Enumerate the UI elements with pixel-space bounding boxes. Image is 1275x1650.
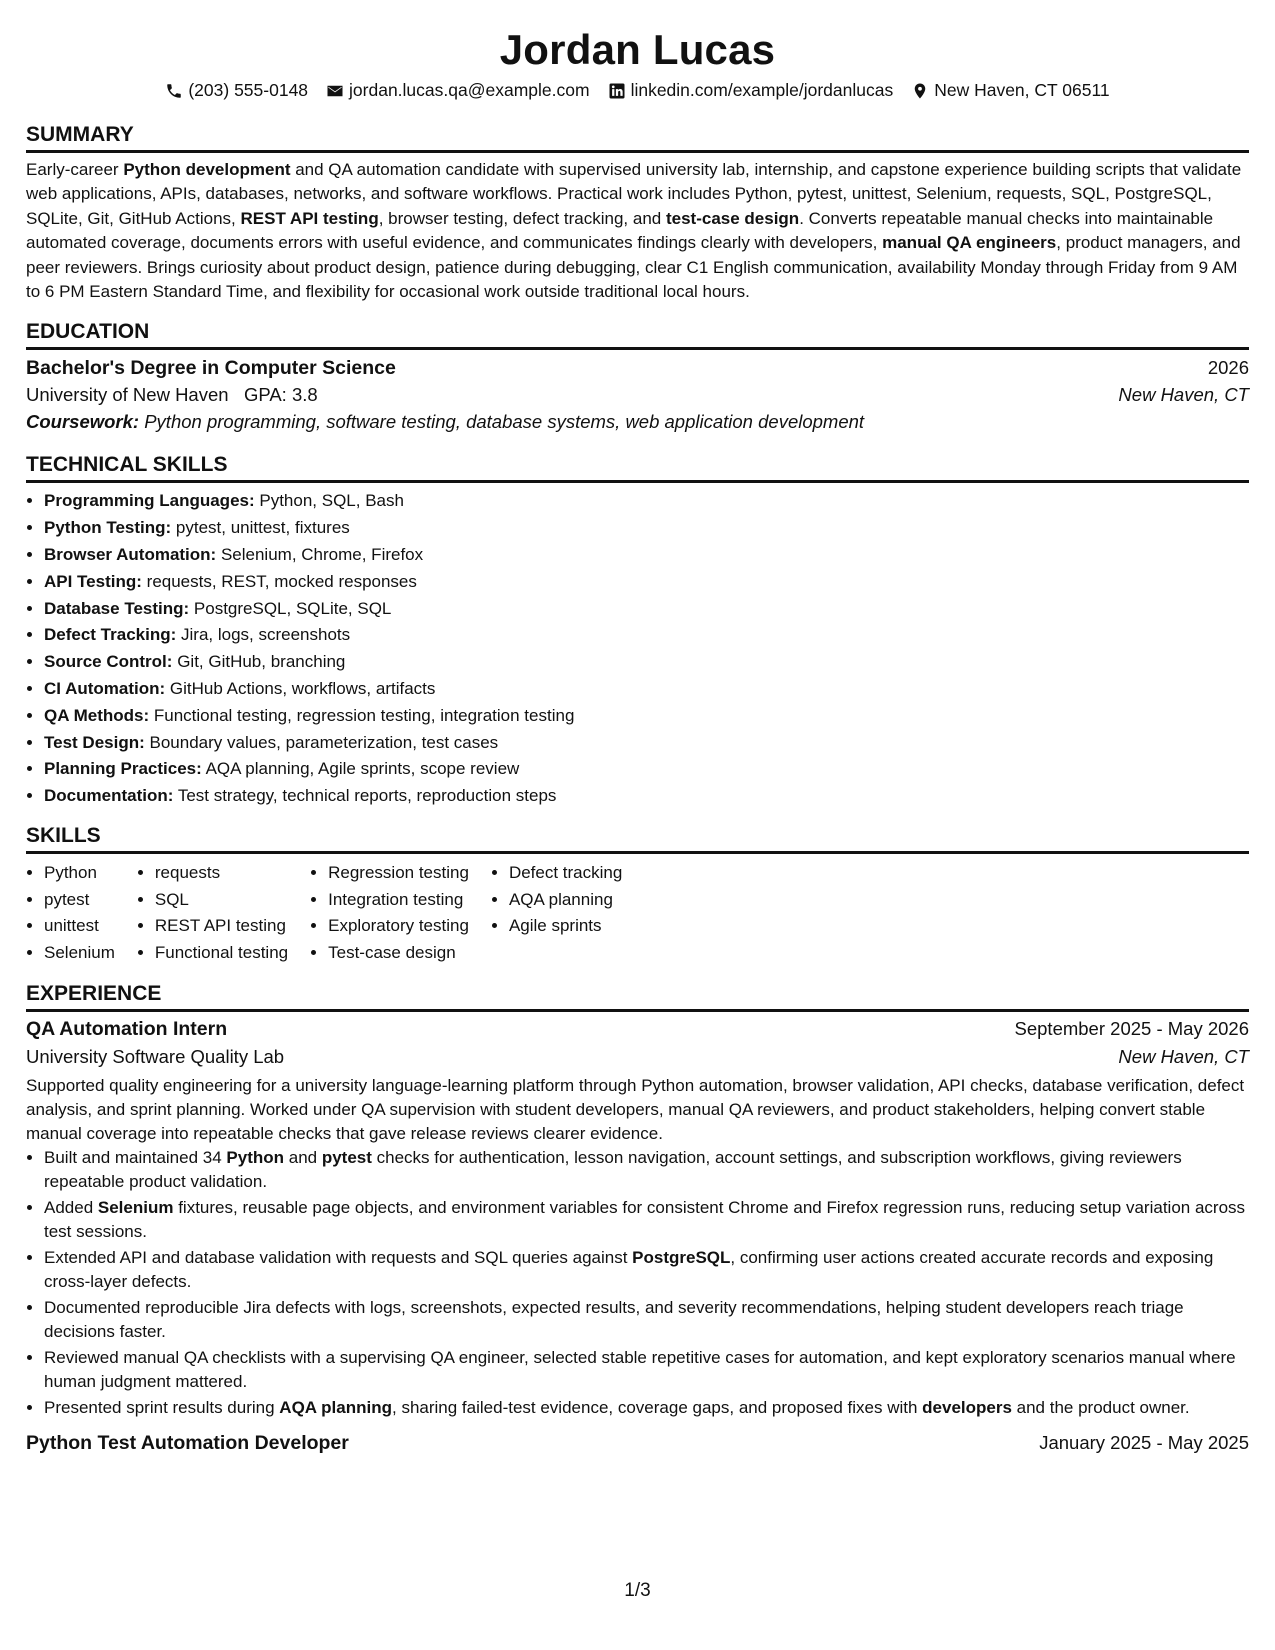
skill-value: Git, GitHub, branching bbox=[177, 652, 346, 672]
list-item: • Agile sprints bbox=[509, 913, 622, 940]
phone-text: (203) 555-0148 bbox=[188, 80, 309, 100]
resume-page bbox=[26, 18, 1249, 1465]
list-item: • pytest bbox=[44, 887, 115, 914]
job-title: Python Test Automation Developer bbox=[26, 1432, 349, 1455]
summary-seg-bold: Python development bbox=[123, 160, 291, 179]
list-item bbox=[44, 1146, 1249, 1194]
contact-bar bbox=[26, 80, 1249, 101]
technical-skills-list bbox=[26, 488, 1249, 810]
section-title-education: EDUCATION bbox=[26, 320, 1249, 350]
skill-label: Planning Practices: bbox=[44, 759, 202, 779]
section-title-summary: SUMMARY bbox=[26, 123, 1249, 153]
skill-label: Source Control: bbox=[44, 652, 173, 672]
job-bullets bbox=[26, 1146, 1249, 1420]
skill-value: AQA planning, Agile sprints, scope review bbox=[205, 759, 520, 779]
bullet-seg: Built and maintained 34 bbox=[44, 1148, 227, 1168]
list-item bbox=[44, 488, 1249, 515]
coursework-label: Coursework: bbox=[26, 411, 140, 433]
bullet-seg-bold: PostgreSQL bbox=[632, 1248, 731, 1268]
bullet-seg: fixtures, reusable page objects, and environment variables for consistent Chrome and Firefox regression runs, reducing setup variation across test sessions. bbox=[44, 1198, 1246, 1242]
education-section bbox=[26, 320, 1249, 433]
bullet-seg-bold: Python bbox=[226, 1148, 285, 1168]
contact-phone[interactable] bbox=[165, 80, 308, 101]
skill-value: pytest, unittest, fixtures bbox=[175, 518, 350, 538]
list-item bbox=[44, 676, 1249, 703]
school-location: New Haven, CT bbox=[1118, 384, 1249, 406]
job-dates: January 2025 - May 2025 bbox=[1039, 1432, 1249, 1454]
list-item: • AQA planning bbox=[509, 887, 622, 914]
list-item bbox=[44, 542, 1249, 569]
list-item: • Exploratory testing bbox=[328, 913, 469, 940]
school-name: University of New Haven bbox=[26, 384, 229, 406]
list-item bbox=[44, 649, 1249, 676]
summary-seg-bold: test-case design bbox=[665, 208, 800, 228]
list-item: • SQL bbox=[155, 887, 288, 914]
skill-value: Functional testing, regression testing, integration testing bbox=[153, 705, 575, 725]
contact-email[interactable] bbox=[326, 80, 590, 101]
summary-seg-bold: manual QA engineers bbox=[882, 233, 1057, 253]
skills-column bbox=[491, 860, 622, 966]
list-item bbox=[44, 1296, 1249, 1344]
list-item: • requests bbox=[155, 860, 288, 887]
job-location: New Haven, CT bbox=[1118, 1046, 1249, 1068]
bullet-seg: checks for authentication, lesson navigation, account settings, and subscription workflows, giving reviewers repeatable product validation. bbox=[44, 1148, 1182, 1192]
linkedin-icon bbox=[608, 82, 626, 100]
skill-label: API Testing: bbox=[44, 571, 142, 591]
list-item bbox=[44, 1346, 1249, 1394]
skills-column bbox=[137, 860, 288, 966]
summary-seg: , browser testing, defect tracking, and bbox=[378, 208, 666, 228]
job-sub-row bbox=[26, 1046, 1249, 1068]
bullet-seg: and the product owner. bbox=[1011, 1398, 1190, 1418]
list-item bbox=[44, 515, 1249, 542]
skill-label: Documentation: bbox=[44, 786, 174, 806]
skill-value: Selenium, Chrome, Firefox bbox=[220, 545, 424, 565]
list-item bbox=[44, 569, 1249, 596]
skill-label: QA Methods: bbox=[44, 705, 150, 725]
coursework-text: Python programming, software testing, database systems, web application development bbox=[144, 411, 865, 433]
email-text: jordan.lucas.qa@example.com bbox=[349, 80, 590, 100]
education-sub-row bbox=[26, 384, 1249, 406]
list-item: • Test-case design bbox=[328, 940, 469, 967]
skill-value: PostgreSQL, SQLite, SQL bbox=[193, 598, 392, 618]
list-item: • unittest bbox=[44, 913, 115, 940]
bullet-seg-bold: Selenium bbox=[97, 1198, 174, 1218]
list-item bbox=[44, 596, 1249, 623]
graduation-year: 2026 bbox=[1207, 357, 1249, 379]
section-title-experience: EXPERIENCE bbox=[26, 982, 1249, 1012]
bullet-seg-bold: pytest bbox=[321, 1148, 372, 1168]
location-text: New Haven, CT 06511 bbox=[934, 80, 1110, 100]
skill-label: Defect Tracking: bbox=[44, 625, 177, 645]
job-header-row bbox=[26, 1432, 1249, 1455]
section-title-skills: SKILLS bbox=[26, 824, 1249, 854]
list-item: • Integration testing bbox=[328, 887, 469, 914]
coursework-line bbox=[26, 411, 1249, 433]
section-title-technical-skills: TECHNICAL SKILLS bbox=[26, 453, 1249, 483]
skill-label: CI Automation: bbox=[44, 679, 166, 699]
experience-section bbox=[26, 982, 1249, 1455]
gpa: GPA: 3.8 bbox=[243, 384, 318, 406]
list-item: • Functional testing bbox=[155, 940, 288, 967]
summary-seg: . Converts repeatable manual checks into maintainable automated coverage, documents errors with useful evidence, and communicates findings clearly with developers, bbox=[26, 208, 1214, 253]
list-item bbox=[44, 622, 1249, 649]
skill-label: Programming Languages: bbox=[44, 491, 255, 511]
skills-grid bbox=[26, 860, 1249, 966]
skill-value: Test strategy, technical reports, reproduction steps bbox=[177, 786, 557, 806]
bullet-seg-bold: AQA planning bbox=[279, 1398, 392, 1418]
job-org: University Software Quality Lab bbox=[26, 1046, 285, 1068]
list-item bbox=[44, 703, 1249, 730]
summary-seg: , product managers, and peer reviewers. Brings curiosity about product design, patience during debugging, clear C1 English communication, availability Monday through Friday from 9 AM to 6 PM Eastern Standard Time, and flexibility for occasional work outside traditional local hours. bbox=[26, 233, 1241, 302]
summary-section bbox=[26, 123, 1249, 304]
technical-skills-section bbox=[26, 453, 1249, 810]
bullet-seg: Documented reproducible Jira defects with logs, screenshots, expected results, and severity recommendations, helping student developers reach triage decisions faster. bbox=[44, 1298, 1184, 1342]
bullet-seg: Added bbox=[44, 1198, 98, 1218]
envelope-icon bbox=[326, 82, 344, 100]
bullet-seg: and bbox=[284, 1148, 322, 1168]
job-dates: September 2025 - May 2026 bbox=[1014, 1018, 1249, 1040]
contact-linkedin[interactable] bbox=[608, 80, 894, 101]
skill-value: requests, REST, mocked responses bbox=[146, 571, 417, 591]
bullet-seg: Extended API and database validation with requests and SQL queries against bbox=[44, 1248, 633, 1268]
list-item: • REST API testing bbox=[155, 913, 288, 940]
job-title: QA Automation Intern bbox=[26, 1018, 228, 1041]
skill-value: Python, SQL, Bash bbox=[259, 491, 404, 511]
school-line bbox=[26, 384, 318, 406]
bullet-seg: Presented sprint results during bbox=[44, 1398, 280, 1418]
contact-location bbox=[911, 80, 1109, 101]
page-number: 1/3 bbox=[624, 1580, 651, 1601]
summary-seg: and QA automation candidate with supervised university lab, internship, and capstone experience building scripts that validate web applications, APIs, databases, networks, and software workflows. Practical work includes Python, pytest, unittest, Selenium, requests, SQL, PostgreSQL, SQLite, Git, GitHub Actions, bbox=[26, 160, 1242, 228]
degree-title: Bachelor's Degree in Computer Science bbox=[26, 357, 396, 380]
candidate-name: Jordan Lucas bbox=[499, 26, 776, 73]
list-item bbox=[44, 1396, 1249, 1420]
summary-seg-bold: REST API testing bbox=[240, 208, 379, 228]
bullet-seg: , confirming user actions created accurate records and exposing cross-layer defects. bbox=[44, 1248, 1214, 1292]
bullet-seg: Reviewed manual QA checklists with a supervising QA engineer, selected stable repetitive cases for automation, and kept exploratory scenarios manual where human judgment mattered. bbox=[44, 1348, 1236, 1392]
list-item bbox=[44, 1196, 1249, 1244]
skills-column bbox=[310, 860, 469, 966]
list-item bbox=[44, 730, 1249, 757]
skill-label: Test Design: bbox=[44, 732, 145, 752]
skill-value: Boundary values, parameterization, test cases bbox=[149, 732, 499, 752]
list-item bbox=[44, 756, 1249, 783]
skill-label: Python Testing: bbox=[44, 518, 172, 538]
job-summary: Supported quality engineering for a university language-learning platform through Python automation, browser validation, API checks, database verification, defect analysis, and sprint planning. Worked under QA supervision with student developers, manual QA reviewers, and product stakeholders, helping convert stable manual coverage into repeatable checks that gave release reviews clearer evidence. bbox=[26, 1076, 1245, 1143]
bullet-seg-bold: developers bbox=[922, 1398, 1012, 1418]
skill-value: Jira, logs, screenshots bbox=[181, 625, 351, 645]
list-item: • Python bbox=[44, 860, 115, 887]
job-header-row bbox=[26, 1018, 1249, 1041]
list-item bbox=[44, 783, 1249, 810]
map-pin-icon bbox=[911, 82, 929, 100]
education-header-row bbox=[26, 357, 1249, 380]
linkedin-text: linkedin.com/example/jordanlucas bbox=[630, 80, 894, 100]
list-item: • Regression testing bbox=[328, 860, 469, 887]
skill-label: Browser Automation: bbox=[44, 545, 217, 565]
skills-section bbox=[26, 824, 1249, 966]
skill-value: GitHub Actions, workflows, artifacts bbox=[169, 679, 436, 699]
phone-icon bbox=[165, 82, 183, 100]
skills-column bbox=[26, 860, 115, 966]
list-item: • Defect tracking bbox=[509, 860, 622, 887]
summary-seg: Early-career bbox=[26, 160, 124, 179]
summary-text bbox=[26, 158, 1249, 304]
skill-label: Database Testing: bbox=[44, 598, 190, 618]
list-item: • Selenium bbox=[44, 940, 115, 967]
bullet-seg: , sharing failed-test evidence, coverage gaps, and proposed fixes with bbox=[392, 1398, 923, 1418]
list-item bbox=[44, 1246, 1249, 1294]
